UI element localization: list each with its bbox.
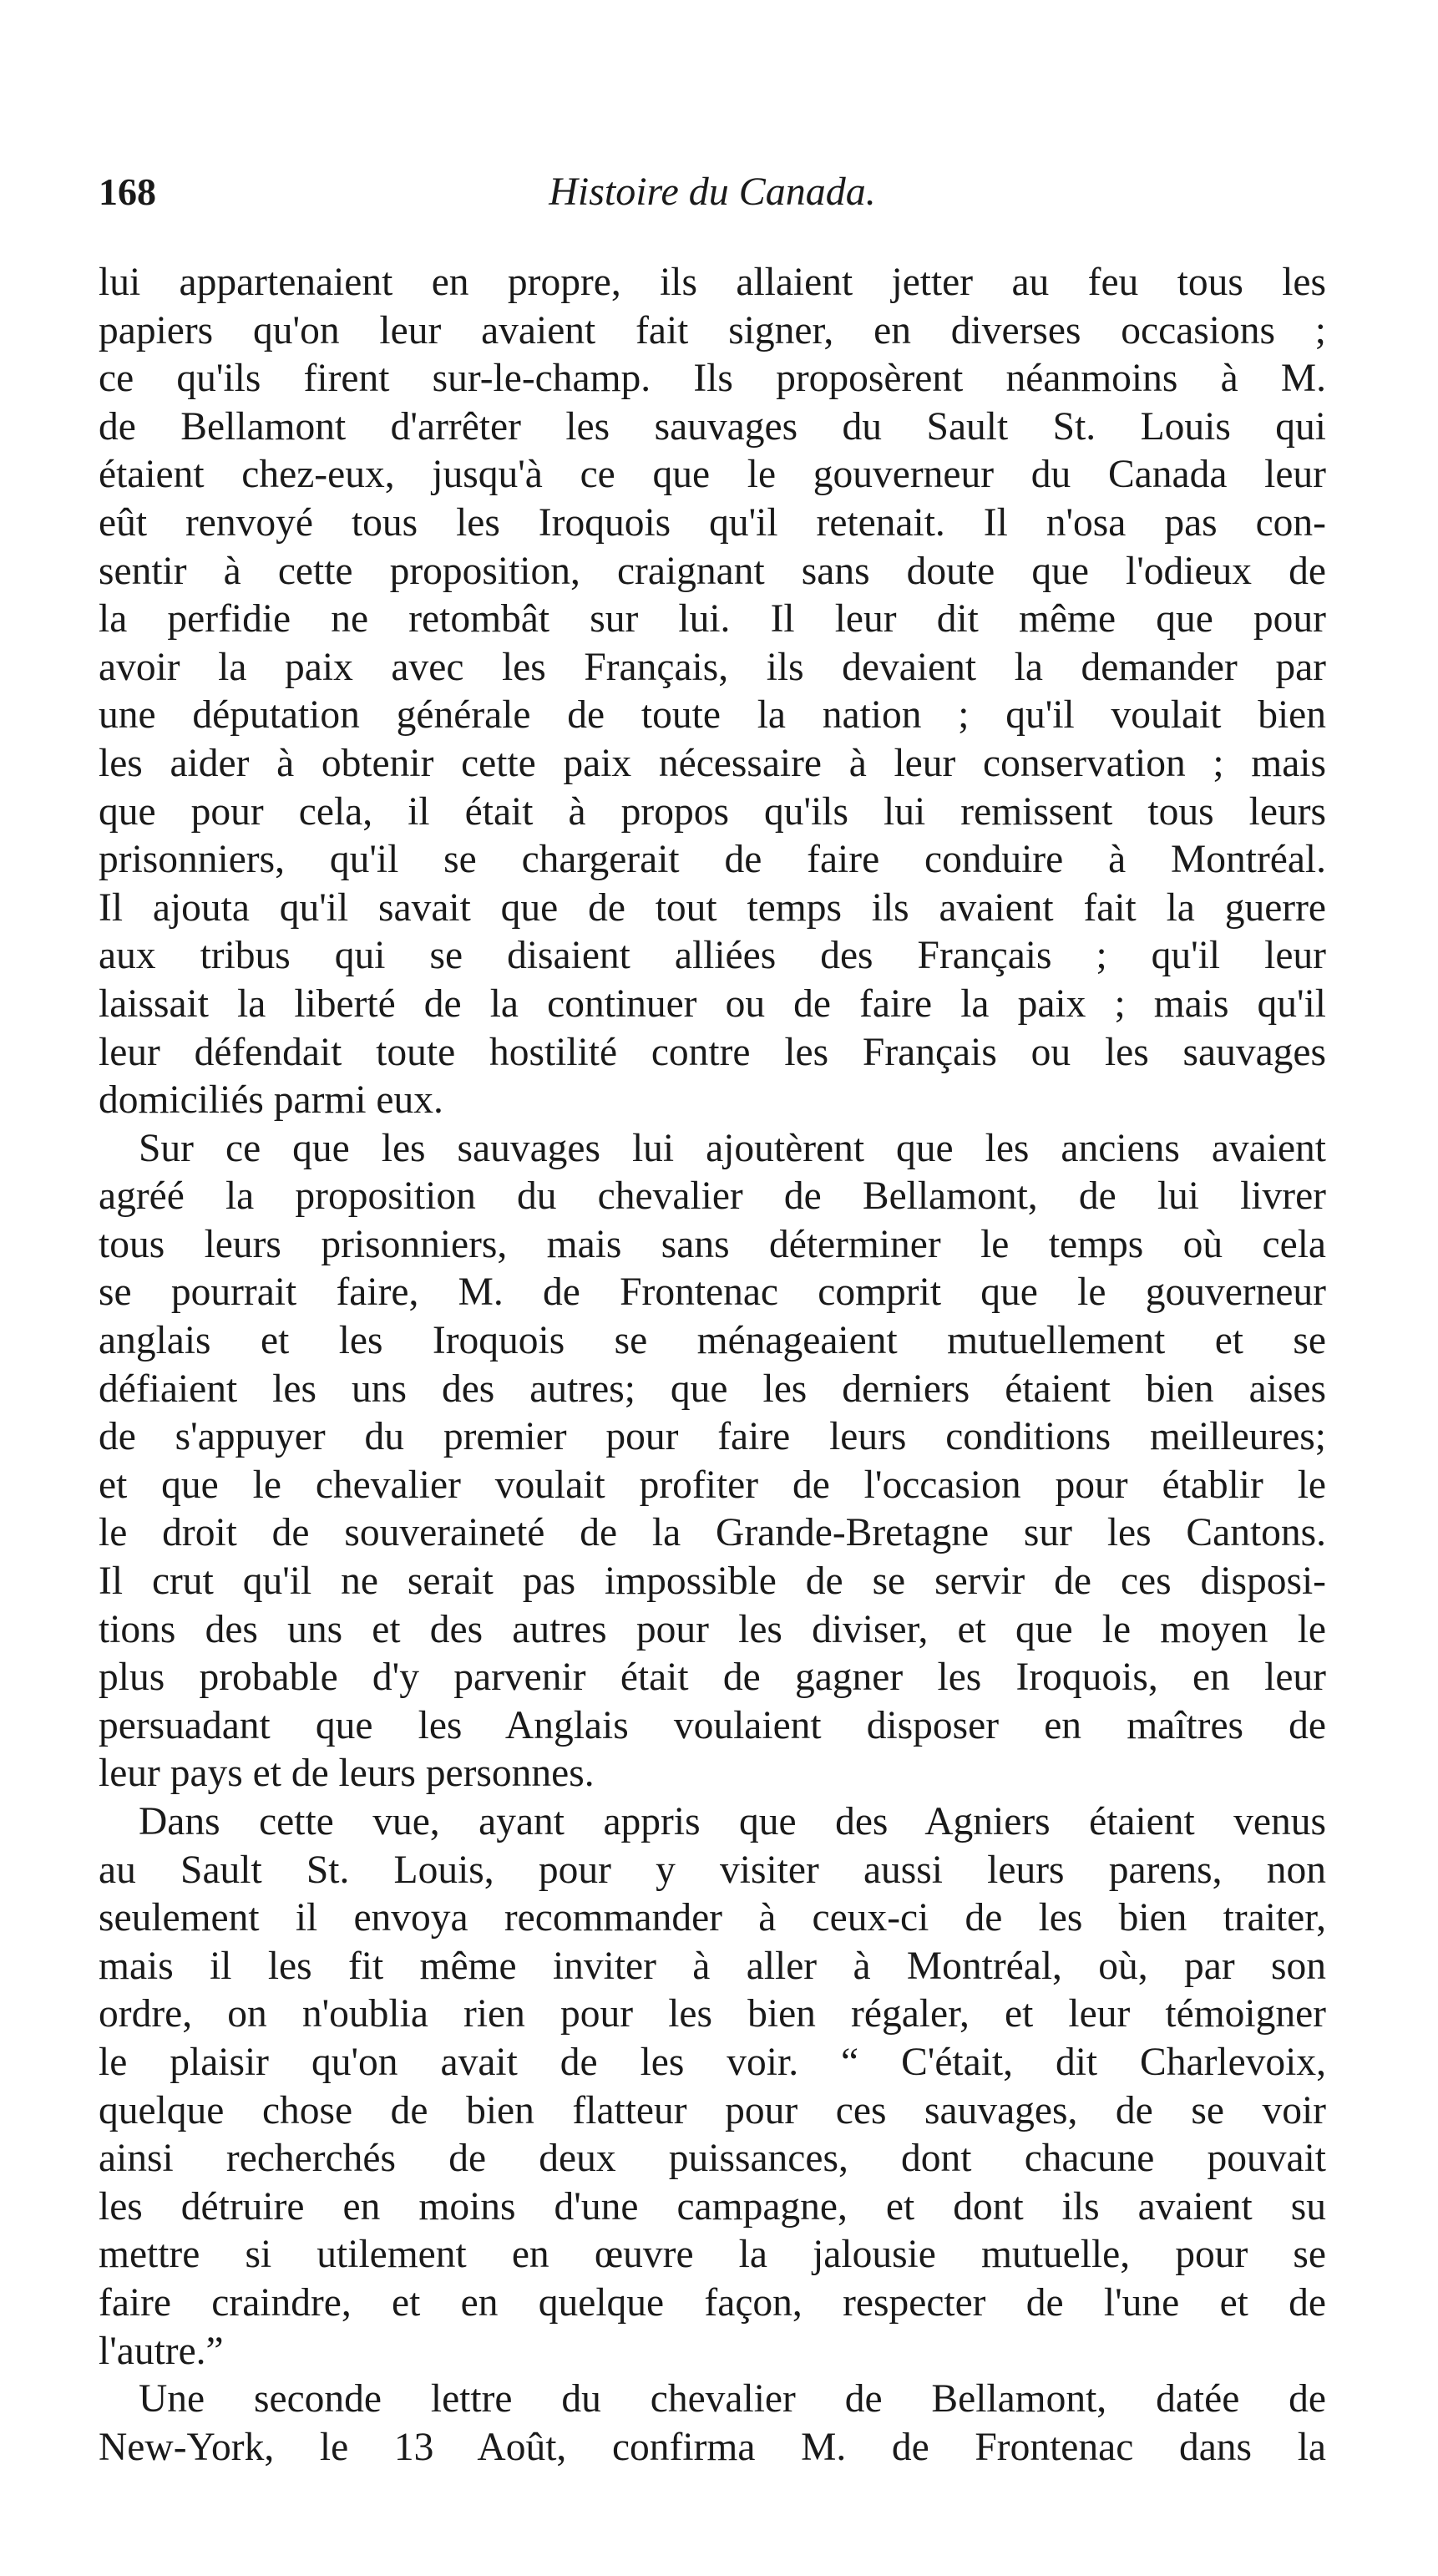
text-line: ordre, on n'oublia rien pour les bien régaler, et leur témoigner <box>99 1992 1326 2036</box>
text-line: que pour cela, il était à propos qu'ils lui remissent tous leurs <box>99 789 1326 834</box>
text-line: de Bellamont d'arrêter les sauvages du Sault St. Louis qui <box>99 404 1326 449</box>
text-line: Sur ce que les sauvages lui ajoutèrent que les anciens avaient <box>139 1126 1326 1170</box>
text-line: Dans cette vue, ayant appris que des Agniers étaient venus <box>139 1800 1326 1843</box>
text-line: New-York, le 13 Août, confirma M. de Frontenac dans la <box>99 2425 1326 2469</box>
text-line: agréé la proposition du chevalier de Bellamont, de lui livrer <box>99 1174 1326 1219</box>
text-line: domiciliés parmi eux. <box>99 1078 443 1123</box>
text-line: se pourrait faire, M. de Frontenac comprit que le gouverneur <box>99 1270 1326 1315</box>
text-line: laissait la liberté de la continuer ou de faire la paix ; mais qu'il <box>99 981 1326 1026</box>
text-line: leur défendait toute hostilité contre les Français ou les sauvages <box>99 1030 1326 1074</box>
text-line: mettre si utilement en œuvre la jalousie mutuelle, pour se <box>99 2233 1326 2277</box>
page-number: 168 <box>99 170 156 213</box>
running-title: Histoire du Canada. <box>549 170 876 214</box>
text-line: l'autre.” <box>99 2329 224 2373</box>
text-line: tous leurs prisonniers, mais sans déterminer le temps où cela <box>99 1222 1326 1266</box>
text-line: étaient chez-eux, jusqu'à ce que le gouverneur du Canada leur <box>99 453 1326 497</box>
text-line: défiaient les uns des autres; que les derniers étaient bien aises <box>99 1367 1326 1411</box>
text-line: faire craindre, et en quelque façon, respecter de l'une et de <box>99 2280 1326 2325</box>
text-line: au Sault St. Louis, pour y visiter aussi leurs parens, non <box>99 1848 1326 1892</box>
text-line: anglais et les Iroquois se ménageaient mutuellement et se <box>99 1319 1326 1363</box>
text-line: une députation générale de toute la nation ; qu'il voulait bien <box>99 693 1326 738</box>
text-line: le droit de souveraineté de la Grande-Bretagne sur les Cantons. <box>99 1511 1326 1555</box>
text-line: aux tribus qui se disaient alliées des Français ; qu'il leur <box>99 934 1326 978</box>
text-line: papiers qu'on leur avaient fait signer, en diverses occasions ; <box>99 308 1326 352</box>
text-line: la perfidie ne retombât sur lui. Il leur dit même que pour <box>99 597 1326 641</box>
text-line: ce qu'ils firent sur-le-champ. Ils proposèrent néanmoins à M. <box>99 357 1326 401</box>
text-line: avoir la paix avec les Français, ils devaient la demander par <box>99 645 1326 689</box>
text-line: de s'appuyer du premier pour faire leurs conditions meilleures; <box>99 1415 1326 1459</box>
text-line: sentir à cette proposition, craignant sans doute que l'odieux de <box>99 549 1326 593</box>
text-line: Une seconde lettre du chevalier de Bellamont, datée de <box>139 2377 1326 2421</box>
page-header <box>99 167 1326 217</box>
text-line: lui appartenaient en propre, ils allaient jetter au feu tous les <box>99 261 1326 304</box>
text-line: leur pays et de leurs personnes. <box>99 1752 595 1796</box>
text-line: le plaisir qu'on avait de les voir. “ C'était, dit Charlevoix, <box>99 2040 1326 2084</box>
text-line: prisonniers, qu'il se chargerait de faire conduire à Montréal. <box>99 838 1326 882</box>
text-line: tions des uns et des autres pour les diviser, et que le moyen le <box>99 1607 1326 1651</box>
body-text <box>99 259 1326 2472</box>
text-line: Il crut qu'il ne serait pas impossible de se servir de ces disposi- <box>99 1559 1326 1604</box>
text-line: et que le chevalier voulait profiter de l'occasion pour établir le <box>99 1463 1326 1507</box>
text-line: seulement il envoya recommander à ceux-ci de les bien traiter, <box>99 1896 1326 1940</box>
text-line: plus probable d'y parvenir était de gagner les Iroquois, en leur <box>99 1656 1326 1700</box>
text-line: les détruire en moins d'une campagne, et dont ils avaient su <box>99 2184 1326 2229</box>
text-line: les aider à obtenir cette paix nécessaire à leur conservation ; mais <box>99 741 1326 785</box>
text-line: mais il les fit même inviter à aller à Montréal, où, par son <box>99 1944 1326 1988</box>
text-line: ainsi recherchés de deux puissances, dont chacune pouvait <box>99 2137 1326 2181</box>
text-line: persuadant que les Anglais voulaient disposer en maîtres de <box>99 1703 1326 1747</box>
text-line: Il ajouta qu'il savait que de tout temps ils avaient fait la guerre <box>99 885 1326 930</box>
text-line: eût renvoyé tous les Iroquois qu'il retenait. Il n'osa pas con- <box>99 500 1326 545</box>
text-line: quelque chose de bien flatteur pour ces sauvages, de se voir <box>99 2088 1326 2132</box>
